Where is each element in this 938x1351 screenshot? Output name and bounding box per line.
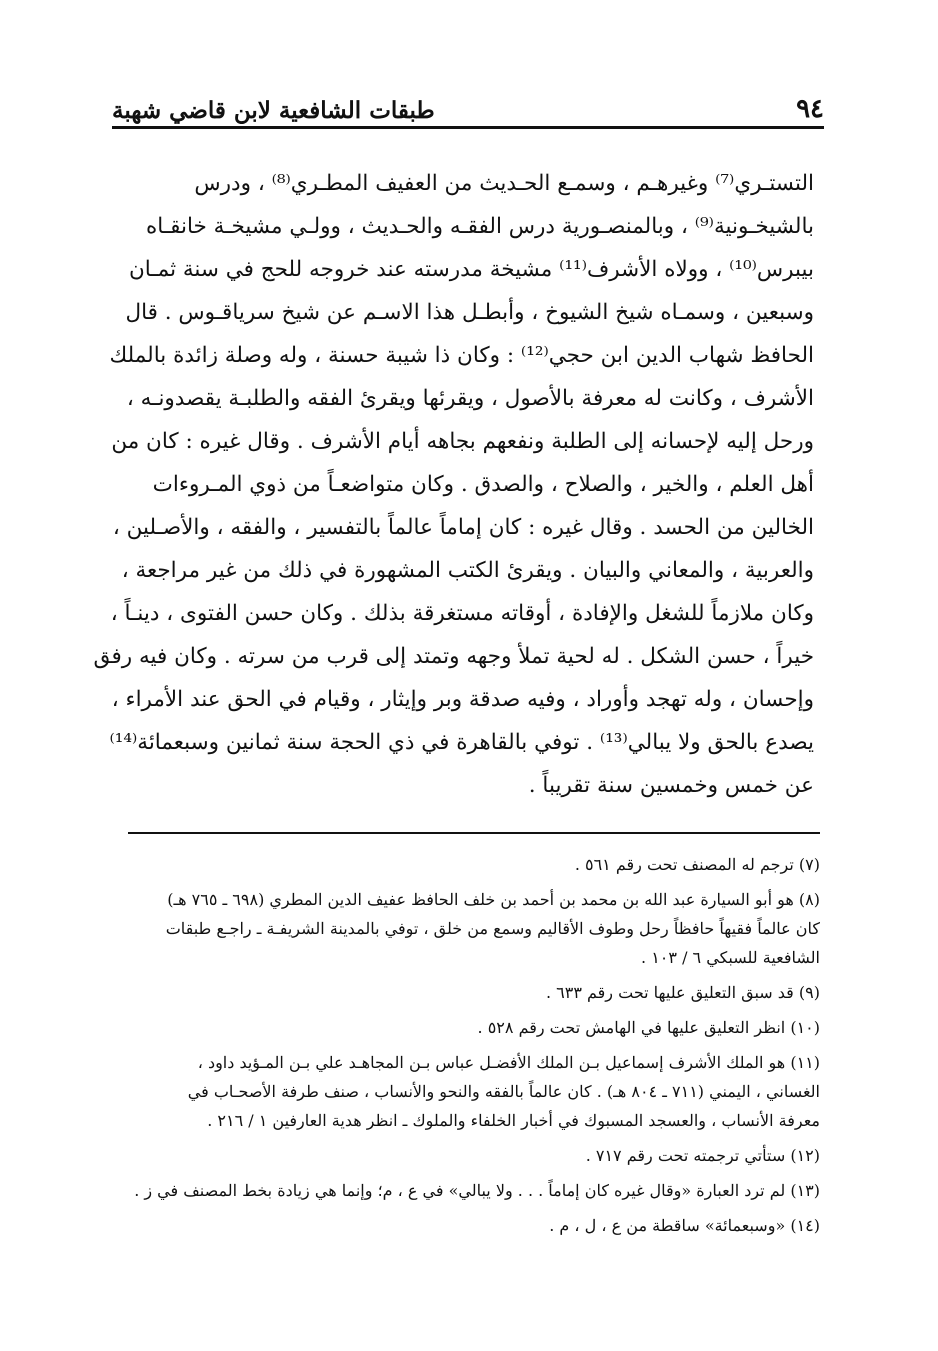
body-line: ورحل إليه لإحسانه إلى الطلبة ونفعهم بجاهه أيام الأشرف . وقال غيره : كان من — [111, 429, 814, 454]
footnote — [128, 1048, 820, 1135]
footnote — [128, 978, 820, 1007]
footnote — [128, 1176, 820, 1205]
body-line: عن خمس وخمسين سنة تقريباً . — [528, 773, 814, 798]
body-line: وكان ملازماً للشغل والإفادة ، أوقاته مستغرقة بذلك . وكان حسن الفتوى ، دينـاً ، — [110, 601, 814, 626]
footnote-line: الشافعية للسبكي ٦ / ١٠٣ . — [641, 948, 820, 967]
footnote-line: (١٤) «وسبعمائة» ساقطة من ع ، ل ، م . — [549, 1216, 820, 1235]
footnote — [128, 1141, 820, 1170]
body-line: الحافظ شهاب الدين ابن حجي⁽¹²⁾ : وكان ذا شيبة حسنة ، وله وصلة زائدة بالملك — [109, 343, 814, 368]
body-line: الأشرف ، وكانت له معرفة بالأصول ، ويقرئها ويقرئ الفقه والطلبـة يقصدونـه ، — [126, 386, 814, 411]
footnote — [128, 885, 820, 972]
footnote — [128, 1013, 820, 1042]
body-line: وإحسان ، وله تهجد وأوراد ، وفيه صدقة وبر وإيثار ، وقيام في الحق عند الأمراء ، — [111, 687, 814, 712]
footnote-line: معرفة الأنساب ، والعسجد المسبوك في أخبار الخلفاء والملوك ـ انظر هدية العارفين ١ / ٢١٦ . — [207, 1111, 820, 1130]
body-line: والعربية ، والمعاني والبيان . ويقرئ الكتب المشهورة في ذلك من غير مراجعة ، — [121, 558, 814, 583]
header-rule — [112, 126, 824, 129]
main-text — [93, 162, 814, 807]
body-line: بالشيخـونية⁽⁹⁾ ، وبالمنصـورية درس الفقـه والحـديث ، وولـي مشيخـة خانقـاه — [146, 214, 814, 239]
footnote-line: (١٣) لم ترد العبارة «وقال غيره كان إماماً . . . ولا يبالي» في ع ، م؛ وإنما هي زيادة بخط المصنف في ز . — [134, 1181, 820, 1200]
footnote-line: كان عالماً فقيهاً حافظاً رحل وطوف الأقاليم وسمع من خلق ، توفي بالمدينة الشريفـة ـ راجـع طبقات — [165, 919, 820, 938]
footnote-line: (١٢) ستأتي ترجمته تحت رقم ٧١٧ . — [585, 1146, 820, 1165]
footnote-line: (٩) قد سبق التعليق عليها تحت رقم ٦٣٣ . — [545, 983, 820, 1002]
footnote — [128, 850, 820, 879]
footnotes — [128, 850, 820, 1246]
footnote-line: (١٠) انظر التعليق عليها في الهامش تحت رقم ٥٢٨ . — [477, 1018, 820, 1037]
body-line: خيراً ، حسن الشكل . له لحية تملأ وجهه وتمتد إلى قرب من سرته . وكان فيه رفق — [93, 644, 814, 669]
body-line: يصدع بالحق ولا يبالي⁽¹³⁾ . توفي بالقاهرة في ذي الحجة سنة ثمانين وسبعمائة⁽¹⁴⁾ — [109, 730, 814, 755]
page-number: ٩٤ — [796, 94, 824, 124]
body-line: بيبرس⁽¹⁰⁾ ، وولاه الأشرف⁽¹¹⁾ مشيخة مدرسته عند خروجه للحج في سنة ثمـان — [129, 257, 814, 282]
footnote-line: (٨) هو أبو السيارة عبد الله بن محمد بن أحمد بن خلف الحافظ عفيف الدين المطري (٦٩٨ ـ ٧٦٥ هـ) — [167, 890, 820, 909]
footnote-separator — [128, 832, 820, 834]
page-header — [112, 70, 824, 122]
footnote-line: (٧) ترجم له المصنف تحت رقم ٥٦١ . — [574, 855, 820, 874]
body-line: التستـري⁽⁷⁾ وغيرهـم ، وسمـع الحـديث من العفيف المطـري⁽⁸⁾ ، ودرس — [194, 171, 814, 196]
footnote-line: الغساني ، اليمني (٧١١ ـ ٨٠٤ هـ) . كان عالماً بالفقه والنحو والأنساب ، صنف طرفة الأصحـاب في — [187, 1082, 820, 1101]
body-line: وسبعين ، وسمـاه شيخ الشيوخ ، وأبطـل هذا الاسـم عن شيخ سرياقـوس . قال — [125, 300, 814, 325]
footnote — [128, 1211, 820, 1240]
running-title: طبقات الشافعية لابن قاضي شهبة — [112, 97, 435, 124]
body-line: أهل العلم ، والخير ، والصلاح ، والصدق . وكان متواضعـاً من ذوي المـروءات — [152, 472, 814, 497]
footnote-line: (١١) هو الملك الأشرف إسماعيل بـن الملك الأفضـل عباس بـن المجاهـد علي بـن المـؤيد داود ، — [197, 1053, 820, 1072]
body-line: الخالين من الحسد . وقال غيره : كان إماماً عالماً بالتفسير ، والفقه ، والأصـلين ، — [112, 515, 814, 540]
